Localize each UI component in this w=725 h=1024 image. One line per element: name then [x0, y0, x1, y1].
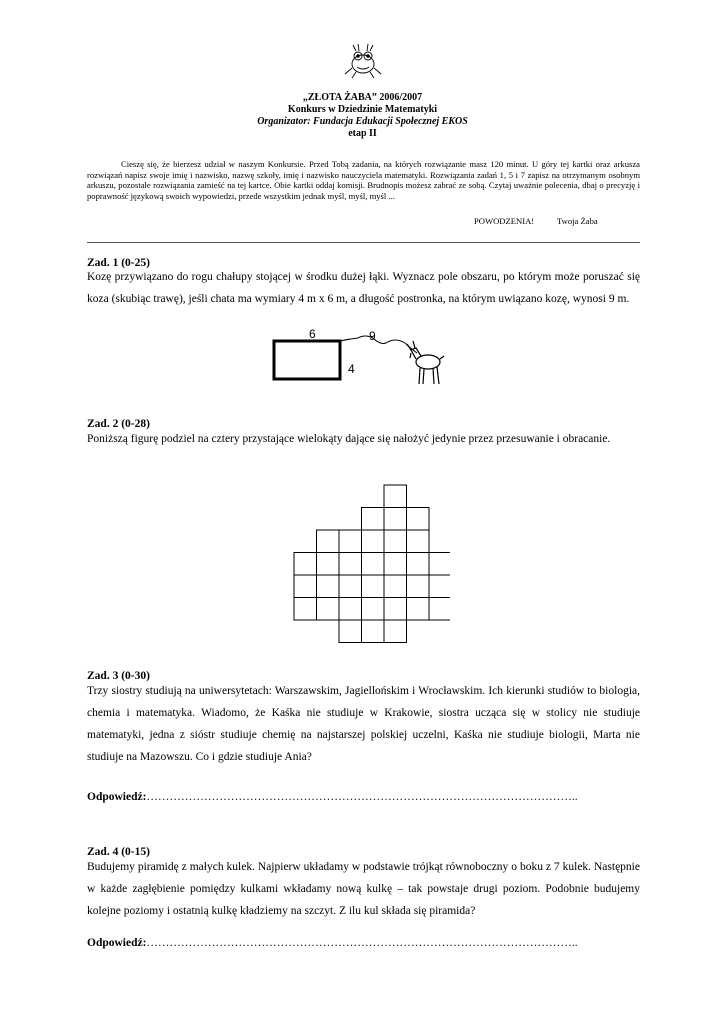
task-2-title: Zad. 2 (0-28) — [87, 418, 150, 430]
grid-cell — [317, 598, 340, 621]
grid-cell — [317, 530, 340, 553]
task-2-text: Poniższą figurę podziel na cztery przystające wielokąty dające się nałożyć jedynie przez przesuwanie i obracanie. — [87, 433, 611, 445]
contest-title: „ZŁOTA ŻABA” 2006/2007 — [302, 92, 423, 103]
grid-cell — [407, 553, 430, 576]
grid-cell — [294, 575, 317, 598]
grid-cell — [407, 508, 430, 531]
grid-cell — [294, 598, 317, 621]
task-1-text: Kozę przywiązano do rogu chałupy stojącej w środku dużej łąki. Wyznacz pole obszaru, po którym może poruszać się koza (skubiąc trawę), jeśli chata ma wymiary 4 m x 6 m, a długość postronka, na którym uwiązano kozę, wynosi 9 m. — [87, 271, 640, 305]
answer-dots: ………………………………………………………………………………………………….. — [146, 937, 578, 949]
house-rectangle — [274, 341, 340, 379]
task-4-text: Budujemy piramidę z małych kulek. Najpierw układamy w podstawie trójkąt równoboczny o boku z 7 kulek. Następnie w każde zagłębienie pomiędzy kulkami wkładamy nową kulkę – tak powstaje drugi poziom. Podobnie budujemy kolejne poziomy i ostatnią kulkę kładziemy na szczyt. Z ilu kul składa się piramida? — [87, 861, 640, 917]
contest-subtitle: Konkurs w Dziedzinie Matematyki — [287, 104, 438, 115]
label-height: 4 — [348, 362, 355, 376]
divider — [87, 242, 640, 243]
frog-logo-icon — [340, 40, 386, 80]
grid-cell — [407, 575, 430, 598]
goat-icon — [407, 341, 444, 384]
answer-label: Odpowiedź: — [87, 937, 147, 949]
grid-cell — [384, 530, 407, 553]
grid-cell — [317, 575, 340, 598]
grid-cell — [384, 575, 407, 598]
grid-cell — [294, 553, 317, 576]
grid-cell — [362, 620, 385, 643]
task-3-answer-line[interactable] — [87, 791, 578, 803]
task-2-grid-figure — [290, 483, 450, 645]
label-width: 6 — [309, 327, 316, 341]
grid-cell — [384, 620, 407, 643]
signature: Twoja Żaba — [557, 216, 598, 226]
grid-cell — [362, 575, 385, 598]
grid-cell — [362, 508, 385, 531]
intro-paragraph: Cieszę się, że bierzesz udział w naszym Konkursie. Przed Tobą zadania, na których rozwiązanie masz 120 minut. U góry tej kartki oraz arkusza rozwiązań napisz swoje imię i nazwisko, nazwę szkoły, imię i nazwisko nauczyciela matematyki. Rozwiązania zadań 1, 5 i 7 zapisz na otrzymanym osobnym arkuszu, pozostałe rozwiązania zamieść na tej kartce. Obie kartki oddaj komisji. Brudnopis możesz zabrać ze sobą. Czytaj uważnie polecenia, dbaj o precyzję i poprawność językową swoich wypowiedzi, przede wszystkim jednak myśl, myśl, myśl ... — [87, 159, 640, 201]
rope — [340, 336, 417, 353]
grid-cell — [384, 553, 407, 576]
grid-cell — [339, 530, 362, 553]
grid-cell — [339, 620, 362, 643]
grid-cell — [362, 598, 385, 621]
greeting: POWODZENIA! — [474, 216, 535, 226]
grid-cell — [429, 575, 450, 598]
grid-cell — [362, 553, 385, 576]
grid-cell — [339, 598, 362, 621]
task-3-text: Trzy siostry studiują na uniwersytetach: Warszawskim, Jagiellońskim i Wrocławskim. Ich kierunki studiów to biologia, chemia i matematyka. Wiadomo, że Kaśka nie studiuje w Krakowie, siostra ucząca się w stolicy nie studiuje matematyki, jedna z sióstr studiuje chemię na najstarszej polskiej uczelni, Kaśka nie studiuje biologii, Marta nie studiuje na Mazowszu. Co i gdzie studiuje Ania? — [87, 685, 640, 763]
answer-label: Odpowiedź: — [87, 791, 147, 803]
grid-cell — [339, 553, 362, 576]
grid-cell — [362, 530, 385, 553]
grid-cell — [317, 553, 340, 576]
task-4-answer-line[interactable] — [87, 937, 578, 949]
grid-cell — [384, 598, 407, 621]
organizer: Organizator: Fundacja Edukacji Społecznej EKOS — [257, 116, 468, 127]
grid-cell — [407, 598, 430, 621]
answer-dots: ………………………………………………………………………………………………….. — [146, 791, 578, 803]
grid-cell — [384, 485, 407, 508]
grid-cell — [429, 598, 450, 621]
grid-cell — [407, 530, 430, 553]
grid-cell — [339, 575, 362, 598]
task-1-title: Zad. 1 (0-25) — [87, 257, 150, 269]
grid-cell — [429, 553, 450, 576]
task-1-figure — [265, 326, 455, 392]
intro-text — [87, 159, 640, 201]
task-4-title: Zad. 4 (0-15) — [87, 846, 150, 858]
task-3-title: Zad. 3 (0-30) — [87, 670, 150, 682]
grid-cell — [384, 508, 407, 531]
stage-label: etap II — [348, 128, 377, 139]
label-rope: 9 — [369, 329, 376, 343]
